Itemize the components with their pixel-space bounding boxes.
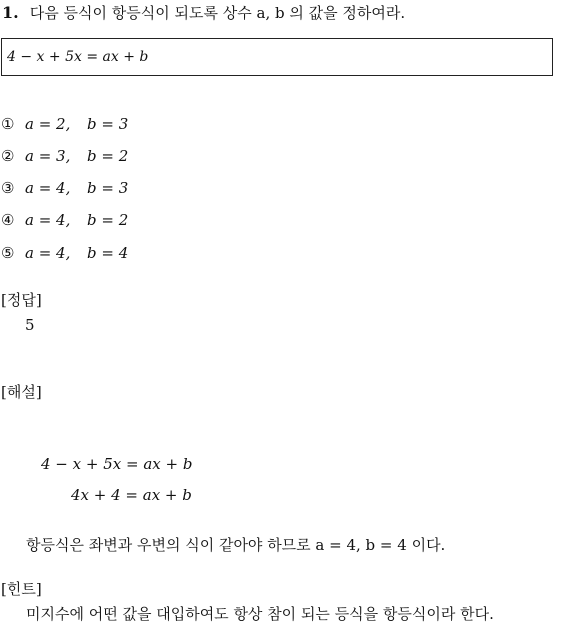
choice-a-value: a = 4, <box>25 179 71 197</box>
choice-mark: ④ <box>1 211 15 229</box>
choice-a-value: a = 4, <box>25 244 71 262</box>
choice-a-value: a = 2, <box>25 115 71 133</box>
equation-box-text: 4 − x + 5x = ax + b <box>7 49 149 65</box>
choice-b-value: b = 2 <box>87 147 129 165</box>
hint-text: 미지수에 어떤 값을 대입하여도 항상 참이 되는 등식을 항등식이라 한다. <box>26 605 494 623</box>
hint-label: [힌트] <box>1 580 42 598</box>
choice-a-value: a = 3, <box>25 147 71 165</box>
question-text: 다음 등식이 항등식이 되도록 상수 a, b 의 값을 정하여라. <box>29 4 406 22</box>
choice-4[interactable] <box>1 211 128 229</box>
explanation-conclusion: 항등식은 좌변과 우변의 식이 같아야 하므로 a = 4, b = 4 이다. <box>26 536 446 554</box>
choice-b-value: b = 3 <box>87 179 129 197</box>
choice-mark: ⑤ <box>1 244 15 262</box>
choice-mark: ① <box>1 115 15 133</box>
choice-b-value: b = 4 <box>87 244 129 262</box>
choice-mark: ② <box>1 147 15 165</box>
explanation-equation-1: 4 − x + 5x = ax + b <box>41 455 193 473</box>
choice-3[interactable] <box>1 179 128 197</box>
answer-label: [정답] <box>1 291 42 309</box>
answer-value: 5 <box>25 316 35 334</box>
choice-5[interactable] <box>1 244 128 262</box>
choice-b-value: b = 3 <box>87 115 129 133</box>
explanation-label: [해설] <box>1 383 42 401</box>
explanation-equation-2: 4x + 4 = ax + b <box>71 486 192 504</box>
choice-b-value: b = 2 <box>87 211 129 229</box>
question-number: 1. <box>2 3 19 22</box>
equation-box <box>1 38 553 76</box>
choice-mark: ③ <box>1 179 15 197</box>
choice-a-value: a = 4, <box>25 211 71 229</box>
choice-1[interactable] <box>1 115 128 133</box>
choice-2[interactable] <box>1 147 128 165</box>
question-header <box>2 2 405 23</box>
